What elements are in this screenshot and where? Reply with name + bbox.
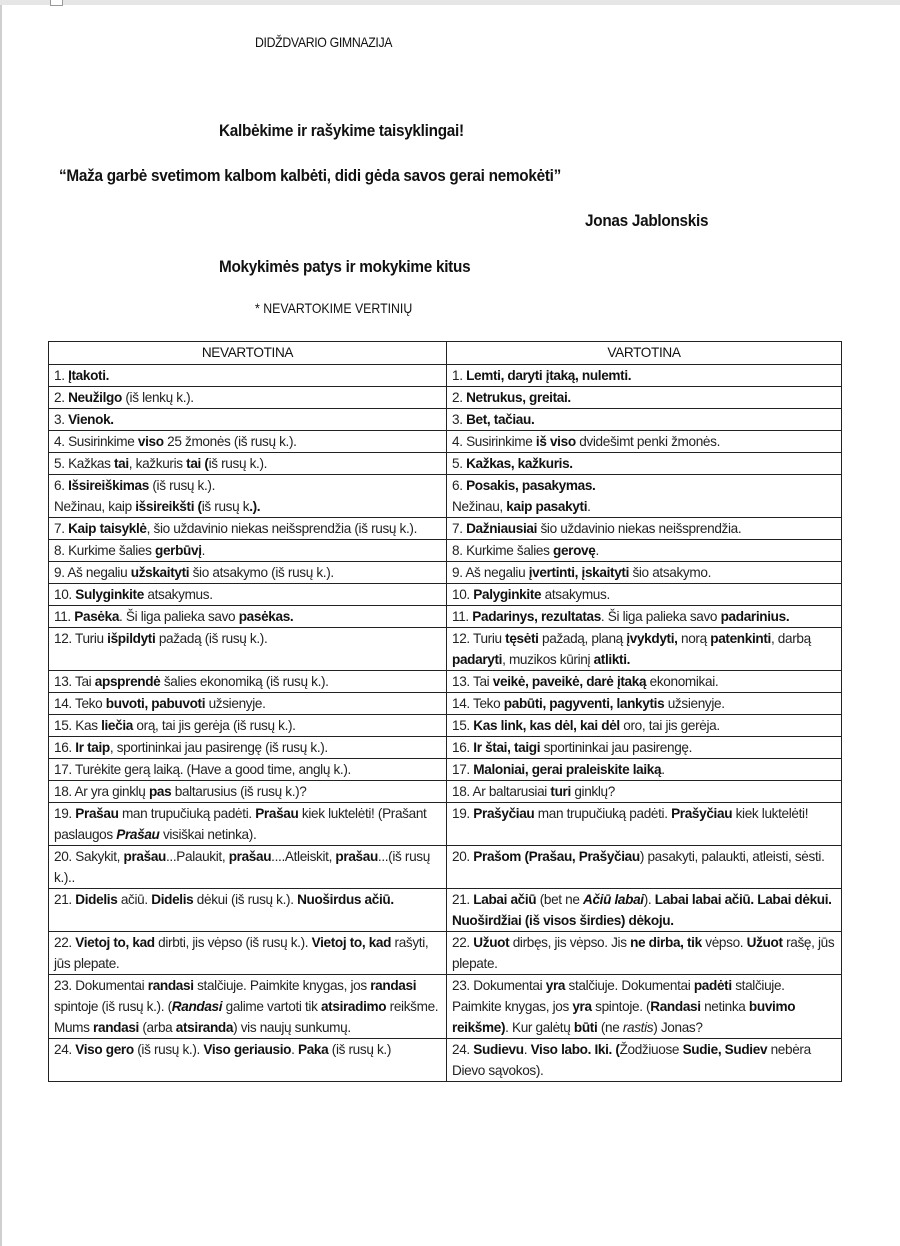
table-row [49,803,842,846]
cell-vartotina: 19. Prašyčiau man trupučiuką padėti. Prašyčiau kiek luktelėti! [447,803,842,846]
table-row [49,540,842,562]
cell-vartotina: 13. Tai veikė, paveikė, darė įtaką ekonomikai. [447,671,842,693]
cell-vartotina: 23. Dokumentai yra stalčiuje. Dokumentai padėti stalčiuje. Paimkite knygas, jos yra spintoje. (Randasi netinka buvimo reikšme). Kur galėtų būti (ne rastis) Jonas? [447,975,842,1039]
cell-vartotina: 24. Sudievu. Viso labo. Iki. (Žodžiuose Sudie, Sudiev nebėra Dievo sąvokos). [447,1039,842,1082]
cell-vartotina: 20. Prašom (Prašau, Prašyčiau) pasakyti, palaukti, atleisti, sėsti. [447,846,842,889]
table-row [49,671,842,693]
table-row [49,932,842,975]
cell-vartotina: 9. Aš negaliu įvertinti, įskaityti šio atsakymo. [447,562,842,584]
cell-nevartotina: 13. Tai apsprendė šalies ekonomiką (iš rusų k.). [49,671,447,693]
cell-nevartotina: 12. Turiu išpildyti pažadą (iš rusų k.). [49,628,447,671]
cell-vartotina: 8. Kurkime šalies gerovę. [447,540,842,562]
cell-nevartotina: 8. Kurkime šalies gerbūvį. [49,540,447,562]
cell-nevartotina: 2. Neužilgo (iš lenkų k.). [49,387,447,409]
cell-vartotina: 6. Posakis, pasakymas. Nežinau, kaip pasakyti. [447,475,842,518]
table-row [49,584,842,606]
school-name: DIDŽDVARIO GIMNAZIJA [255,34,393,50]
table-row [49,409,842,431]
cell-vartotina: 17. Maloniai, gerai praleiskite laiką. [447,759,842,781]
cell-nevartotina: 23. Dokumentai randasi stalčiuje. Paimkite knygas, jos randasi spintoje (iš rusų k.). (Randasi galime vartoti tik atsiradimo reikšme. Mums randasi (arba atsiranda) vis naujų sunkumų. [49,975,447,1039]
table-row [49,562,842,584]
usage-table [48,341,842,1082]
table-row [49,781,842,803]
table-header-row [49,342,842,365]
header-nevartotina: NEVARTOTINA [49,342,447,365]
table-row [49,365,842,387]
cell-vartotina: 15. Kas link, kas dėl, kai dėl oro, tai jis gerėja. [447,715,842,737]
cell-vartotina: 11. Padarinys, rezultatas. Ši liga palieka savo padarinius. [447,606,842,628]
cell-nevartotina: 19. Prašau man trupučiuką padėti. Prašau kiek luktelėti! (Prašant paslaugos Prašau visiškai netinka). [49,803,447,846]
cell-nevartotina: 16. Ir taip, sportininkai jau pasirengę (iš rusų k.). [49,737,447,759]
ruler-marker-icon[interactable] [50,0,63,6]
cell-nevartotina: 14. Teko buvoti, pabuvoti užsienyje. [49,693,447,715]
cell-vartotina: 18. Ar baltarusiai turi ginklų? [447,781,842,803]
table-row [49,606,842,628]
cell-vartotina: 4. Susirinkime iš viso dvidešimt penki žmonės. [447,431,842,453]
table-row [49,475,842,518]
cell-nevartotina: 3. Vienok. [49,409,447,431]
cell-nevartotina: 6. Išsireiškimas (iš rusų k.). Nežinau, kaip išsireikšti (iš rusų k.). [49,475,447,518]
header-vartotina: VARTOTINA [447,342,842,365]
cell-nevartotina: 20. Sakykit, prašau...Palaukit, prašau....Atleiskit, prašau...(iš rusų k.).. [49,846,447,889]
table-row [49,431,842,453]
table-row [49,889,842,932]
window-top-bar [0,0,900,5]
table-row [49,1039,842,1082]
quote: “Maža garbė svetimom kalbom kalbėti, didi gėda savos gerai nemokėti” [59,166,562,185]
cell-vartotina: 10. Palyginkite atsakymus. [447,584,842,606]
cell-nevartotina: 5. Kažkas tai, kažkuris tai (iš rusų k.). [49,453,447,475]
cell-vartotina: 2. Netrukus, greitai. [447,387,842,409]
table-row [49,737,842,759]
cell-nevartotina: 4. Susirinkime viso 25 žmonės (iš rusų k.). [49,431,447,453]
table-row [49,387,842,409]
table-row [49,715,842,737]
table-row [49,518,842,540]
table-row [49,846,842,889]
table-row [49,975,842,1039]
cell-nevartotina: 11. Pasėka. Ši liga palieka savo pasėkas. [49,606,447,628]
cell-nevartotina: 7. Kaip taisyklė, šio uždavinio niekas neišsprendžia (iš rusų k.). [49,518,447,540]
cell-vartotina: 7. Dažniausiai šio uždavinio niekas neišsprendžia. [447,518,842,540]
table-row [49,628,842,671]
table-row [49,453,842,475]
cell-nevartotina: 24. Viso gero (iš rusų k.). Viso geriausio. Paka (iš rusų k.) [49,1039,447,1082]
cell-nevartotina: 9. Aš negaliu užskaityti šio atsakymo (iš rusų k.). [49,562,447,584]
page-left-edge [0,5,2,1246]
cell-nevartotina: 21. Didelis ačiū. Didelis dėkui (iš rusų k.). Nuoširdus ačiū. [49,889,447,932]
table-body [49,365,842,1082]
cell-vartotina: 16. Ir štai, taigi sportininkai jau pasirengę. [447,737,842,759]
cell-nevartotina: 1. Įtakoti. [49,365,447,387]
cell-vartotina: 14. Teko pabūti, pagyventi, lankytis užsienyje. [447,693,842,715]
cell-vartotina: 21. Labai ačiū (bet ne Ačiū labai). Labai labai ačiū. Labai dėkui. Nuoširdžiai (iš visos širdies) dėkoju. [447,889,842,932]
cell-nevartotina: 17. Turėkite gerą laiką. (Have a good time, anglų k.). [49,759,447,781]
section-heading: * NEVARTOKIME VERTINIŲ [255,300,413,316]
cell-nevartotina: 10. Sulyginkite atsakymus. [49,584,447,606]
document-subtitle: Mokykimės patys ir mokykime kitus [219,257,471,276]
cell-nevartotina: 18. Ar yra ginklų pas baltarusius (iš rusų k.)? [49,781,447,803]
cell-vartotina: 1. Lemti, daryti įtaką, nulemti. [447,365,842,387]
cell-nevartotina: 15. Kas liečia orą, tai jis gerėja (iš rusų k.). [49,715,447,737]
document-title: Kalbėkime ir rašykime taisyklingai! [219,121,464,140]
cell-nevartotina: 22. Vietoj to, kad dirbti, jis vėpso (iš rusų k.). Vietoj to, kad rašyti, jūs plepate. [49,932,447,975]
table-row [49,759,842,781]
table-row [49,693,842,715]
cell-vartotina: 5. Kažkas, kažkuris. [447,453,842,475]
cell-vartotina: 12. Turiu tęsėti pažadą, planą įvykdyti, norą patenkinti, darbą padaryti, muzikos kūrinį atlikti. [447,628,842,671]
quote-author: Jonas Jablonskis [585,211,709,230]
cell-vartotina: 22. Užuot dirbęs, jis vėpso. Jis ne dirba, tik vėpso. Užuot rašę, jūs plepate. [447,932,842,975]
cell-vartotina: 3. Bet, tačiau. [447,409,842,431]
